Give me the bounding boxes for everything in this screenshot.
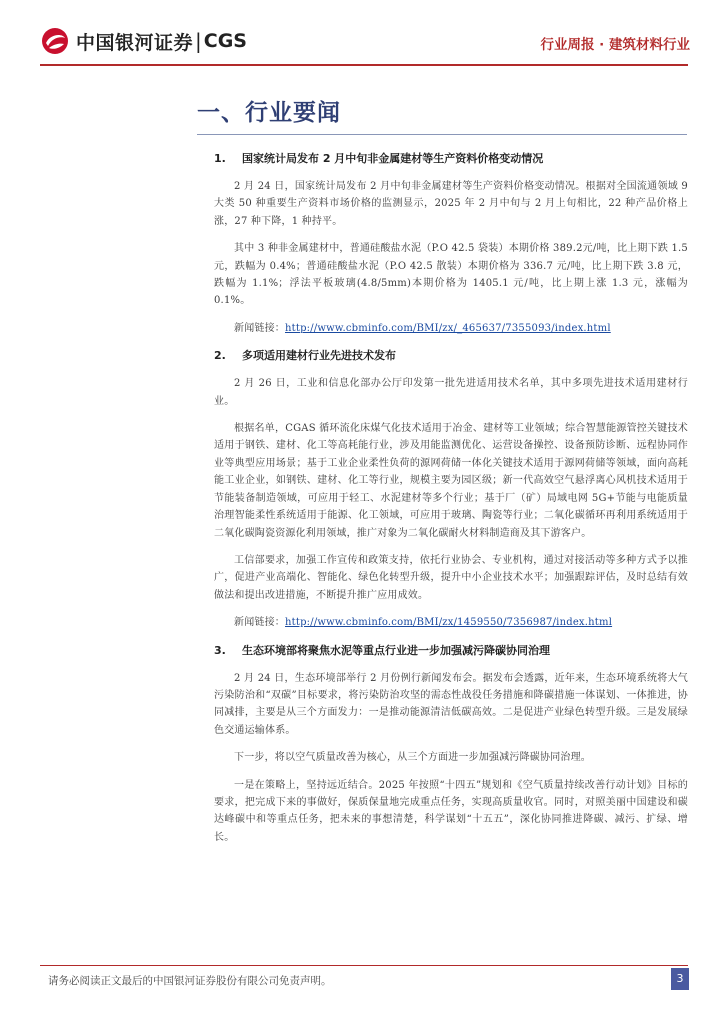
news-heading bbox=[214, 642, 688, 658]
galaxy-logo-icon bbox=[40, 26, 70, 56]
news-number: 3. bbox=[214, 643, 226, 657]
news-link-line bbox=[214, 614, 688, 631]
news-item bbox=[214, 347, 688, 631]
news-item bbox=[214, 150, 688, 337]
page-number: 3 bbox=[671, 968, 689, 990]
header-divider bbox=[40, 64, 688, 66]
news-heading bbox=[214, 150, 688, 166]
news-heading bbox=[214, 347, 688, 363]
link-label: 新闻链接： bbox=[234, 322, 285, 334]
news-paragraph: 2 月 26 日，工业和信息化部办公厅印发第一批先进适用技术名单，其中多项先进技术适用建材行业。 bbox=[214, 378, 688, 407]
footer-divider bbox=[40, 965, 688, 966]
news-number: 1. bbox=[214, 152, 226, 165]
news-title: 多项适用建材行业先进技术发布 bbox=[242, 349, 396, 363]
news-paragraph: 工信部要求，加强工作宣传和政策支持，依托行业协会、专业机构，通过对接活动等多种方式予以推广，促进产业高端化、智能化、绿色化转型升级，提升中小企业技术水平；加强跟踪评估，及时总结有效做法和提出改进措施，不断提升推广应用成效。 bbox=[214, 554, 688, 601]
news-link-line bbox=[214, 320, 688, 337]
news-title: 国家统计局发布 2 月中旬非金属建材等生产资料价格变动情况 bbox=[242, 152, 544, 165]
news-title: 生态环境部将聚焦水泥等重点行业进一步加强减污降碳协同治理 bbox=[242, 643, 550, 657]
news-paragraph: 2 月 24 日，生态环境部举行 2 月份例行新闻发布会。据发布会透露，近年来，生态环境系统将大气污染防治和“双碳”目标要求，将污染防治攻坚的需态性战役任务措施和降碳措施一体谋划、一体推进，协同减排，主要是从三个方面发力：一是推动能源清洁低碳高效。二是促进产业绿色转型升级。三是发展绿色交通运输体系。 bbox=[214, 672, 688, 736]
link-label: 新闻链接： bbox=[234, 617, 285, 629]
news-paragraph: 2 月 24 日，国家统计局发布 2 月中旬非金属建材等生产资料价格变动情况。根据对全国流通领域 9 大类 50 种重要生产资料市场价格的监测显示，2025 年 2 月中旬与 2 月上旬相比，22 种产品价格上涨，27 种下降，1 种持平。 bbox=[214, 181, 688, 227]
news-link[interactable]: http://www.cbminfo.com/BMI/zx/1459550/7356987/index.html bbox=[285, 617, 613, 629]
brand-name-cn: 中国银河证券 bbox=[76, 31, 194, 54]
news-paragraph: 根据名单，CGAS 循环流化床煤气化技术适用于冶金、建材等工业领域；综合智慧能源管控关键技术适用于钢铁、建材、化工等高耗能行业，涉及用能监测优化、运营设备操控、设备预防诊断、远程协同作业等典型应用场景；基于工业企业柔性负荷的源网荷储一体化关键技术适用于源网荷储等领域，面向高耗能工业企业，如钢铁、建材、化工等行业，规模主要为园区级；新一代高效空气悬浮离心风机技术适用于节能装备制造领域，可应用于轻工、水泥建材等多个行业；基于厂（矿）局域电网 5G+节能与电能质量治理智能柔性系统适用于能源、化工领域，可应用于玻璃、陶瓷等行业；二氧化碳循环再利用系统适用于二氧化碳陶瓷资源化利用领域，推广对象为二氧化碳耐火材料制造商及其下游客户。 bbox=[214, 423, 688, 539]
news-item bbox=[214, 642, 688, 847]
footer-disclaimer: 请务必阅读正文最后的中国银河证券股份有限公司免责声明。 bbox=[48, 975, 332, 987]
brand-name-en: CGS bbox=[203, 30, 247, 52]
news-content bbox=[214, 144, 688, 856]
brand-logo bbox=[40, 26, 247, 56]
news-paragraph: 一是在策略上，坚持远近结合。2025 年按照“十四五”规划和《空气质量持续改善行动计划》目标的要求，把完成下来的事做好，保质保量地完成重点任务，实现高质量收官。同时，对照美丽中国建设和碳达峰碳中和等重点任务，把未来的事想清楚，科学谋划“十五五”，深化协同推进降碳、减污、扩绿、增长。 bbox=[214, 779, 688, 843]
news-paragraph: 其中 3 种非金属建材中，普通硅酸盐水泥（P.O 42.5 袋装）本期价格 389.2元/吨，比上期下跌 1.5 元，跌幅为 0.4%；普通硅酸盐水泥（P.O 42.5 散装）本期价格为 336.7 元/吨，比上期下跌 3.8 元，跌幅为 1.1%；浮法平板玻璃(4.8/5mm)本期价格为 1405.1 元/吨，比上期上涨 1.3 元，涨幅为 0.1%。 bbox=[214, 243, 688, 307]
news-link[interactable]: http://www.cbminfo.com/BMI/zx/_465637/7355093/index.html bbox=[285, 322, 611, 334]
news-paragraph: 下一步，将以空气质量改善为核心，从三个方面进一步加强减污降碳协同治理。 bbox=[234, 752, 591, 764]
brand-separator: | bbox=[195, 29, 202, 53]
news-number: 2. bbox=[214, 349, 226, 363]
section-title: 一、行业要闻 bbox=[197, 100, 341, 126]
page-header bbox=[0, 0, 724, 70]
section-divider bbox=[197, 134, 687, 135]
report-type-tag: 行业周报 · 建筑材料行业 bbox=[540, 37, 690, 53]
